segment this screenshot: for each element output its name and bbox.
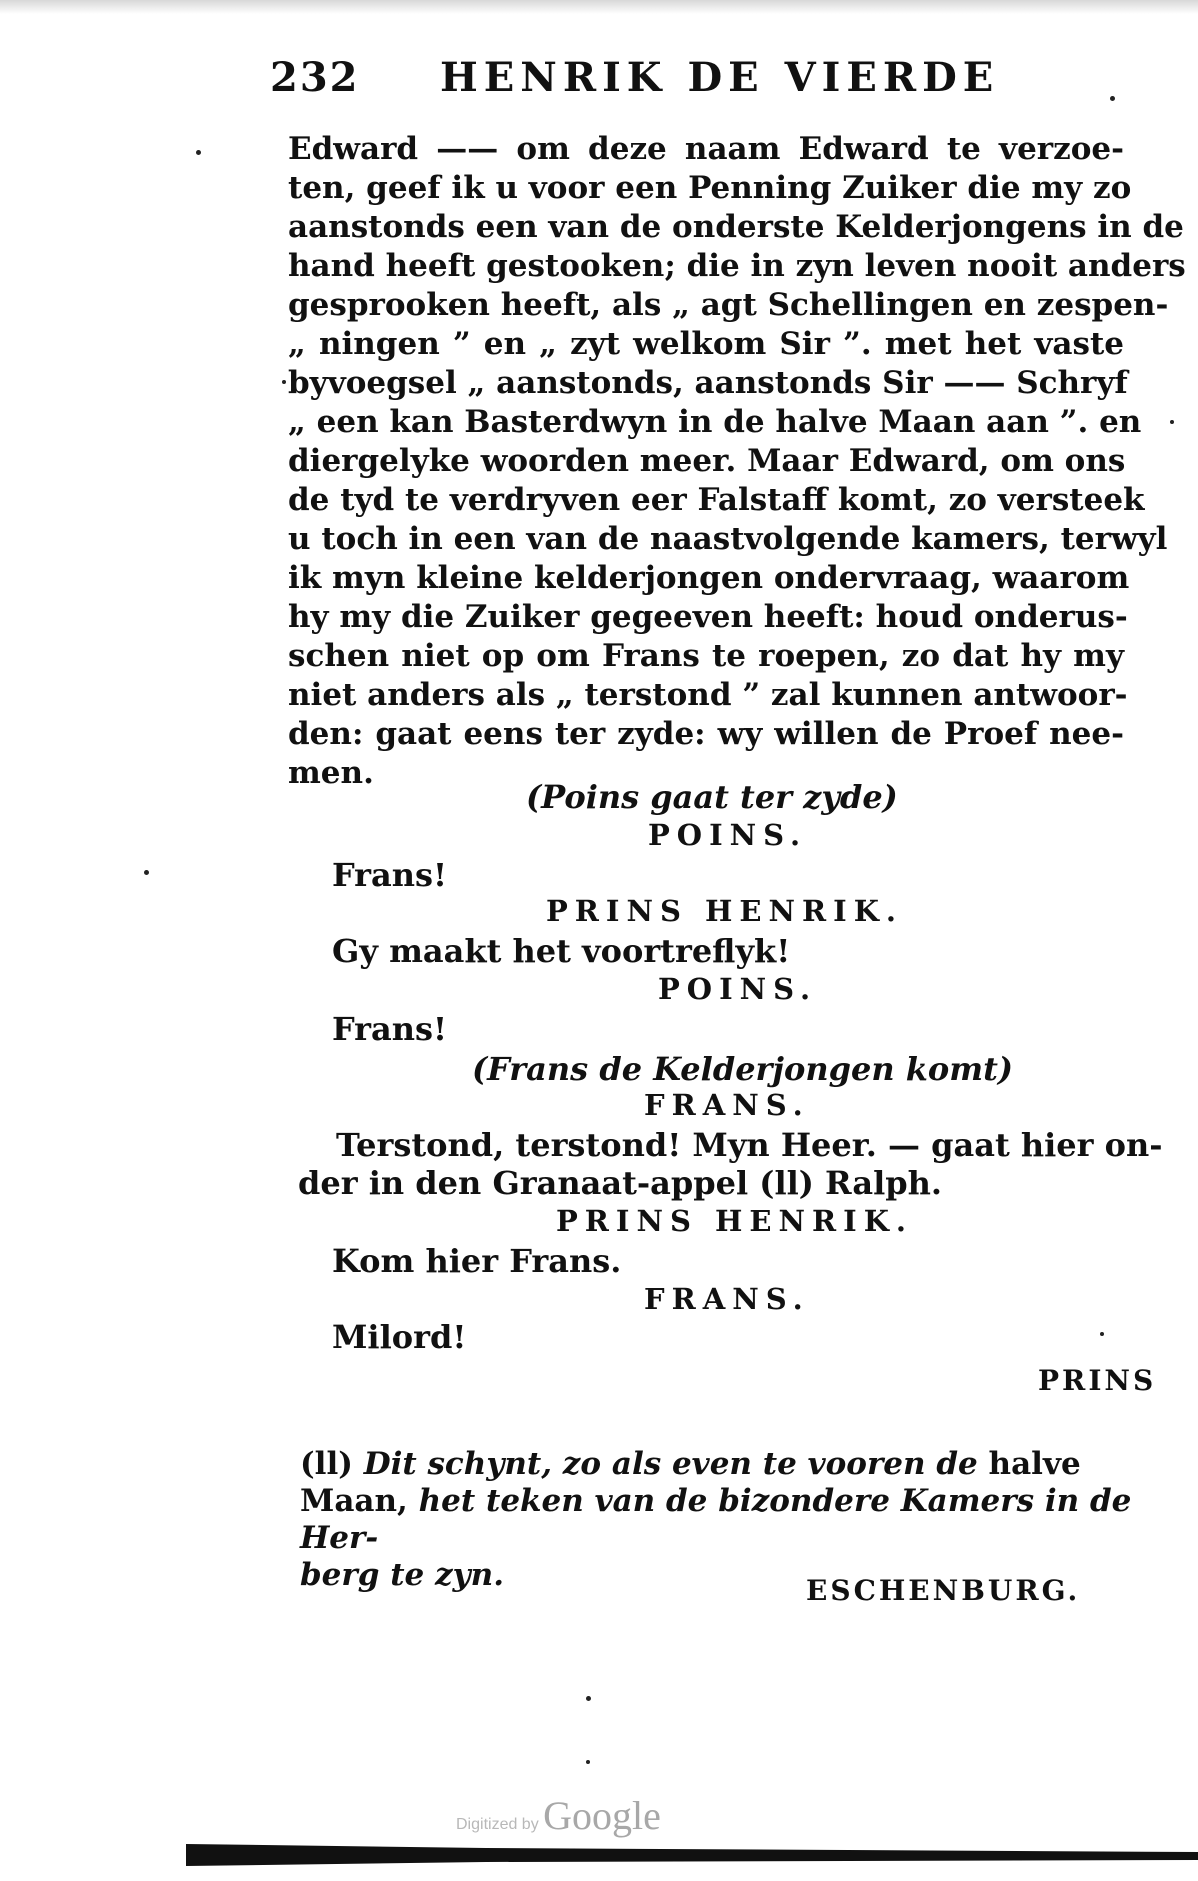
body-line: schen niet op om Frans te roepen, zo dat hy my xyxy=(288,638,1124,674)
body-line: gesprooken heeft, als „ agt Schellingen en zespen‑ xyxy=(288,287,1169,323)
running-head: HENRIK DE VIERDE xyxy=(440,54,1000,101)
body-line: men. xyxy=(288,755,374,791)
body-line: „ ningen ” en „ zyt welkom Sir ”. met het vaste xyxy=(288,326,1124,362)
footnote-roman: halve xyxy=(988,1446,1081,1482)
page-number: 232 xyxy=(270,54,360,101)
body-line: u toch in een van de naastvolgende kamers, terwyl xyxy=(288,521,1168,557)
footnote-line xyxy=(300,1483,1140,1557)
stage-direction: (Frans de Kelderjongen komt) xyxy=(472,1050,1014,1088)
body-line: aanstonds een van de onderste Kelderjongens in de xyxy=(288,209,1184,245)
body-line: byvoegsel „ aanstonds, aanstonds Sir —— Schryf xyxy=(288,365,1128,401)
body-line: den: gaat eens ter zyde: wy willen de Proef nee‑ xyxy=(288,716,1124,752)
page-edge xyxy=(0,0,1198,14)
speech-line: Frans! xyxy=(332,856,448,894)
signature: ESCHENBURG. xyxy=(806,1574,1081,1607)
google-logo: Google xyxy=(543,1793,661,1838)
footnote xyxy=(300,1446,1140,1594)
body-line: ik myn kleine kelderjongen ondervraag, waarom xyxy=(288,560,1130,596)
body-line: Edward —— om deze naam Edward te verzoe‑ xyxy=(288,131,1124,167)
page-header xyxy=(270,46,1150,106)
footnote-roman: Maan, xyxy=(300,1483,408,1519)
body-text xyxy=(288,130,1186,793)
body-line: diergelyke woorden meer. Maar Edward, om ons xyxy=(288,443,1126,479)
speech-line: Frans! xyxy=(332,1010,448,1048)
body-line: niet anders als „ terstond ” zal kunnen antwoor‑ xyxy=(288,677,1128,713)
speech-line: der in den Granaat‑appel (ll) Ralph. xyxy=(298,1164,943,1202)
footnote-italic: Dit schynt, zo als even te vooren de xyxy=(363,1446,978,1482)
speaker-name: POINS. xyxy=(658,972,818,1006)
speaker-name: PRINS HENRIK. xyxy=(556,1204,913,1238)
google-watermark xyxy=(456,1792,661,1839)
scan-edge-bar xyxy=(186,1838,1198,1868)
speech-line: Gy maakt het voortreflyk! xyxy=(332,932,791,970)
body-line: ten, geef ik u voor een Penning Zuiker die my zo xyxy=(288,170,1132,206)
speaker-name: FRANS. xyxy=(644,1088,810,1122)
stage-direction: (Poins gaat ter zyde) xyxy=(526,778,898,816)
speech-line: Terstond, terstond! Myn Heer. — gaat hier on‑ xyxy=(336,1126,1163,1164)
footnote-italic: berg te zyn. xyxy=(300,1557,504,1593)
speech-line: Milord! xyxy=(332,1318,467,1356)
body-line: de tyd te verdryven eer Falstaff komt, zo versteek xyxy=(288,482,1145,518)
body-line: hand heeft gestooken; die in zyn leven nooit anders xyxy=(288,248,1186,284)
catchword: PRINS xyxy=(1038,1364,1157,1397)
speech-line: Kom hier Frans. xyxy=(332,1242,622,1280)
body-line: hy my die Zuiker gegeeven heeft: houd onderus‑ xyxy=(288,599,1128,635)
footnote-line xyxy=(300,1446,1140,1483)
body-line: „ een kan Basterdwyn in de halve Maan aan ”. en xyxy=(288,404,1142,440)
footnote-italic: het teken van de bizondere Kamers in de Her‑ xyxy=(300,1483,1132,1556)
speaker-name: POINS. xyxy=(648,818,808,852)
speaker-name: FRANS. xyxy=(644,1282,810,1316)
footnote-marker: (ll) xyxy=(300,1446,353,1482)
speaker-name: PRINS HENRIK. xyxy=(546,894,903,928)
watermark-prefix: Digitized by xyxy=(456,1816,539,1833)
